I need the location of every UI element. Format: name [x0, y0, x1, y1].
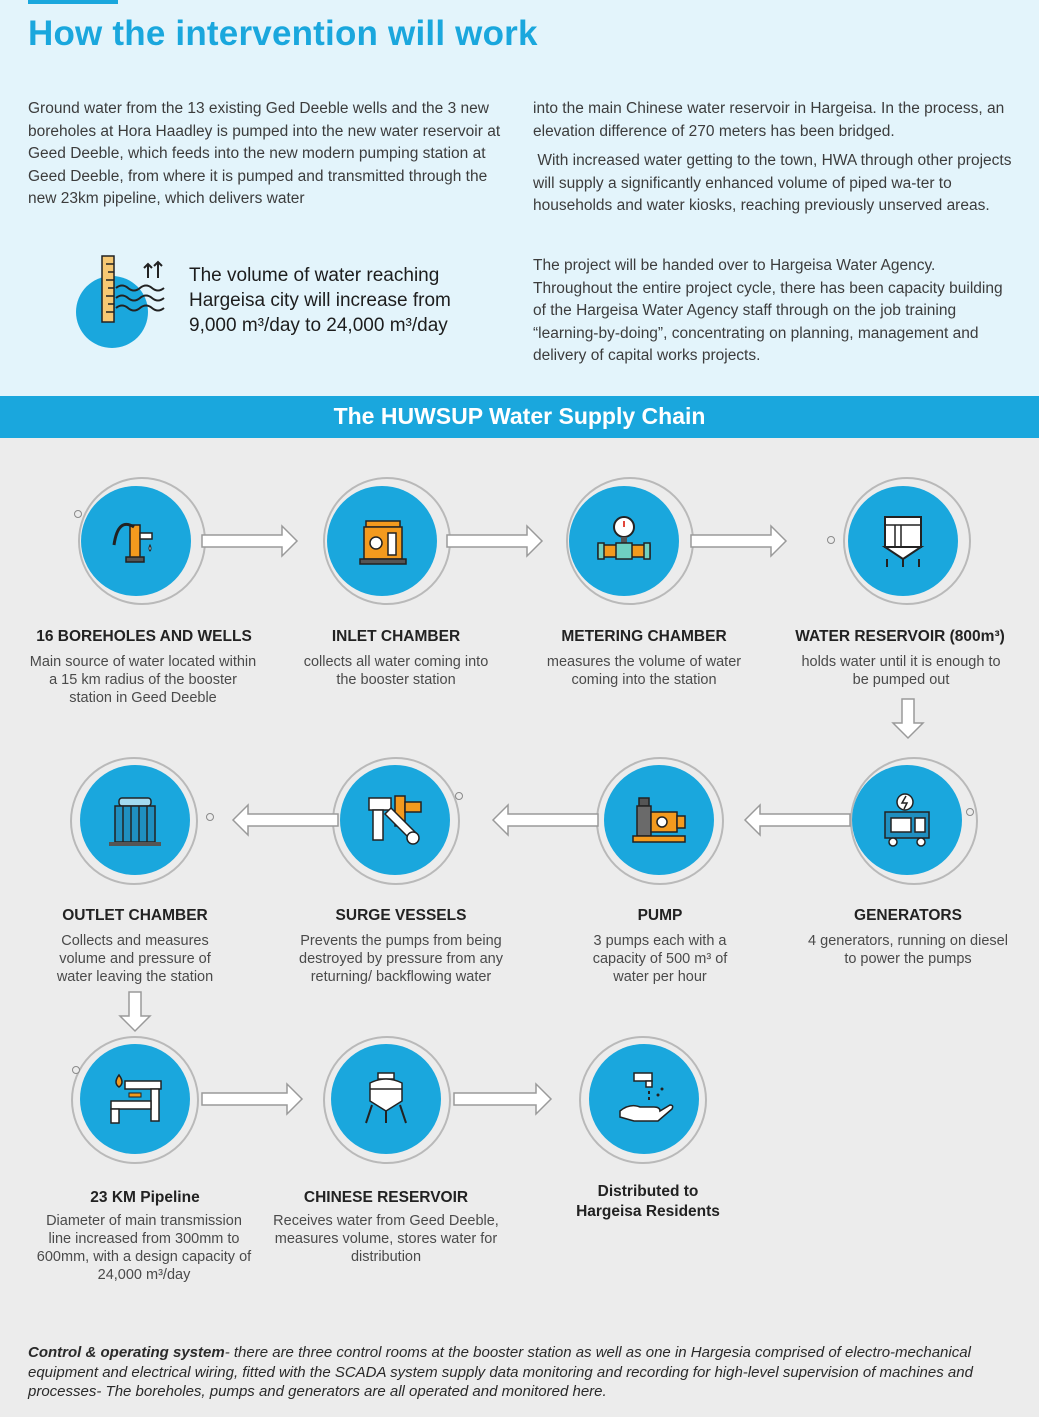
step-title: Distributed to Hargeisa Residents	[576, 1183, 720, 1220]
outlet-tank-icon	[105, 790, 165, 850]
generator-icon	[877, 790, 937, 850]
flow-arrow-left	[230, 802, 340, 838]
chinese-reservoir-icon	[356, 1069, 416, 1129]
step-circle	[852, 765, 962, 875]
step-circle	[81, 486, 191, 596]
step-desc: Main source of water located within a 15 km radius of the booster station in Geed Deeble	[29, 654, 257, 706]
step-desc: holds water until it is enough to be pumped out	[801, 654, 1001, 688]
flow-arrow-down	[890, 697, 926, 741]
step-title: GENERATORS	[854, 907, 962, 924]
step-circle	[327, 486, 437, 596]
step-circle	[604, 765, 714, 875]
inlet-tank-icon	[352, 511, 412, 571]
pipeline-icon	[105, 1069, 165, 1129]
water-meter-icon	[594, 511, 654, 571]
control-system-text: - there are three control rooms at the booster station as well as one in Hargesia comprised of electro-mechanical equipment and electrical wiring, fitted with the SCADA system supply data monitoring and recording for high-level supervision of machines and processes- The boreholes, pumps and generators are all operated and monitored here.	[28, 1344, 973, 1400]
step-desc: 4 generators, running on diesel to power the pumps	[808, 933, 1008, 967]
flow-arrow-right	[452, 1081, 554, 1117]
step-desc: 3 pumps each with a capacity of 500 m³ of water per hour	[592, 933, 728, 985]
water-reservoir-icon	[873, 511, 933, 571]
step-desc: Prevents the pumps from being destroyed by pressure from any returning/ backflowing water	[299, 933, 503, 985]
step-desc: Diameter of main transmission line increased from 300mm to 600mm, with a design capacity of 24,000 m³/day	[36, 1213, 252, 1283]
intro-paragraph-right-3: The project will be handed over to Hargeisa Water Agency. Throughout the entire project cycle, there has been capacity building of the Hargeisa Water Agency staff through on the job training “learning-by-doing”, concentrating on planning, management and delivery of capital works projects.	[533, 257, 1003, 364]
flow-arrow-down	[117, 990, 153, 1034]
flow-arrow-right	[445, 523, 545, 559]
step-title: OUTLET CHAMBER	[62, 907, 208, 924]
step-title: SURGE VESSELS	[335, 907, 467, 924]
control-system-label: Control & operating system	[28, 1344, 225, 1361]
step-desc: Collects and measures volume and pressure of water leaving the station	[56, 933, 214, 985]
step-desc: measures the volume of water coming into the station	[546, 654, 742, 688]
step-circle	[340, 765, 450, 875]
water-level-icon	[96, 252, 172, 328]
page-title: How the intervention will work	[28, 14, 538, 53]
step-title: WATER RESERVOIR (800m³)	[795, 628, 1005, 645]
step-title: METERING CHAMBER	[561, 628, 727, 645]
ring-dot	[966, 808, 974, 816]
hand-washing-icon	[614, 1069, 674, 1129]
ring-dot	[72, 1066, 80, 1074]
flow-arrow-right	[200, 523, 300, 559]
step-desc: collects all water coming into the booster station	[303, 654, 489, 688]
step-title: PUMP	[637, 907, 683, 924]
flow-arrow-left	[490, 802, 600, 838]
ring-dot	[74, 510, 82, 518]
flow-arrow-left	[742, 802, 852, 838]
control-system-note	[28, 1343, 1008, 1402]
pump-icon	[629, 790, 689, 850]
step-title: INLET CHAMBER	[331, 628, 461, 645]
step-circle	[848, 486, 958, 596]
chain-title: The HUWSUP Water Supply Chain	[333, 403, 706, 429]
step-circle	[331, 1044, 441, 1154]
callout-text: The volume of water reaching Hargeisa city will increase from 9,000 m³/day to 24,000 m³/day	[189, 265, 451, 336]
surge-vessel-icon	[365, 790, 425, 850]
flow-arrow-right	[689, 523, 789, 559]
step-title: 16 BOREHOLES AND WELLS	[36, 628, 252, 645]
step-circle	[80, 1044, 190, 1154]
water-tap-icon	[106, 511, 166, 571]
intro-paragraph-right-2: With increased water getting to the town, HWA through other projects will supply a significantly enhanced volume of piped wa-ter to households and water kiosks, reaching previously unserved areas.	[533, 152, 1016, 214]
flow-arrow-right	[200, 1081, 305, 1117]
step-desc: Receives water from Geed Deeble, measures volume, stores water for distribution	[273, 1213, 499, 1265]
step-circle	[589, 1044, 699, 1154]
step-circle	[569, 486, 679, 596]
step-title: CHINESE RESERVOIR	[303, 1189, 469, 1206]
step-circle	[80, 765, 190, 875]
ring-dot	[455, 792, 463, 800]
intro-paragraph-left: Ground water from the 13 existing Ged Deeble wells and the 3 new boreholes at Hora Haadley is pumped into the new water reservoir at Geed Deeble, which feeds into the new modern pumping station at Geed Deeble, from where it is pumped and transmitted through the new 23km pipeline, which delivers water	[28, 100, 501, 207]
title-accent-bar	[28, 0, 118, 4]
step-title: 23 KM Pipeline	[90, 1189, 200, 1206]
intro-paragraph-right-1: into the main Chinese water reservoir in Hargeisa. In the process, an elevation difference of 270 meters has been bridged.	[533, 100, 1005, 140]
ring-dot	[206, 813, 214, 821]
ring-dot	[827, 536, 835, 544]
